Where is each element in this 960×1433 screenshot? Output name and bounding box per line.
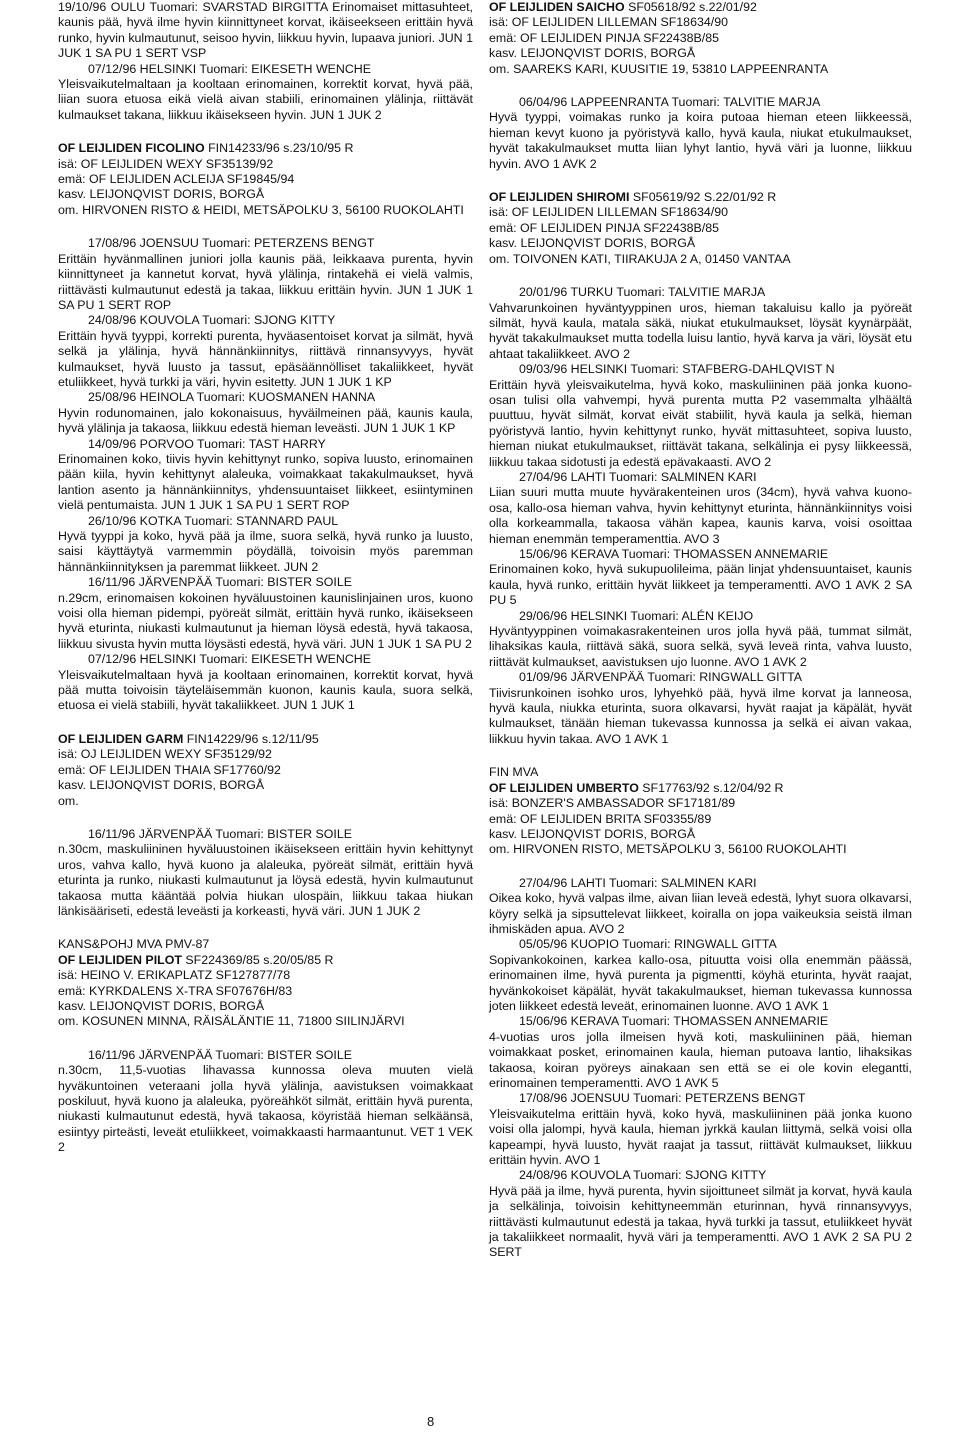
show-date-judge: 16/11/96 JÄRVENPÄÄ Tuomari: BISTER SOILE (88, 826, 352, 841)
section-gap (58, 1030, 473, 1048)
critique-text: Yleisvaikutelmaltaan hyvä ja kooltaan erinomainen, korrektit korvat, hyvä pää mutta toivoisin täyteläisemmän kuonon, kaunis kaula, suora selkä, etuosa ei vielä stabiili, hyvät takaliikkeet. JUN 1 JUK 1 (58, 667, 473, 713)
show-date-judge: 09/03/96 HELSINKI Tuomari: STAFBERG-DAHLQVIST N (519, 362, 835, 377)
critique-text: Liian suuri mutta muute hyvärakenteinen uros (34cm), hyvä vahva kuono-osa, kallo-osa hieman vahva, hyvin kehittynyt eturinta, hännänkiinnitys voisi olla korkeammalla, takaosa vähän kapea, kaunis karva, voisi osoittaa hieman enemmän temperamenttia. AVO 3 (489, 485, 912, 546)
critique-text: Tiivisrunkoinen isohko uros, lyhyehkö pää, hyvä ilme korvat ja lanneosa, hyvä kaula, niukka eturinta, suora olkavarsi, hyvät raajat ja käpälät, hyvät kulmaukset, tänään hieman tukevassa kunnossa ja selkä ei aivan vakaa, liikkuu hyvin takaa. AVO 1 AVK 1 (489, 685, 912, 746)
show-date-judge: 07/12/96 HELSINKI Tuomari: EIKESETH WENCHE (88, 652, 372, 667)
section-gap (489, 858, 912, 876)
show-date-judge: 05/05/96 KUOPIO Tuomari: RINGWALL GITTA (519, 937, 777, 952)
section-gap (58, 123, 473, 141)
show-date-judge: 20/01/96 TURKU Tuomari: TALVITIE MARJA (519, 285, 766, 300)
show-date-judge: 15/06/96 KERAVA Tuomari: THOMASSEN ANNEMARIE (519, 547, 829, 561)
registration-info: SF224369/85 s.20/05/85 R (181, 952, 334, 967)
section-gap (489, 267, 912, 285)
info-line: om. HIRVONEN RISTO & HEIDI, METSÄPOLKU 3, 56100 RUOKOLAHTI (58, 202, 464, 217)
dog-name: OF LEIJLIDEN GARM (58, 731, 184, 746)
dog-name-heading (489, 781, 912, 796)
critique-text: Hyvä tyyppi, voimakas runko ja koira putoaa hieman eteen liikkeessä, hieman kevyt kuono ja pyöristyvä kallo, hyvä kaula, niukat etukulmaukset, hyvät takakulmaukset mutta liian lyhyt lantio, hyvä väri ja luonne, liikkuu hyvin. AVO 1 AVK 2 (489, 110, 912, 171)
info-line: emä: OF LEIJLIDEN PINJA SF22438B/85 (489, 220, 720, 235)
info-line: kasv. LEIJONQVIST DORIS, BORGÅ (58, 187, 265, 202)
critique-text: n.30cm, maskuliininen hyväluustoinen ikäisekseen erittäin hyvin kehittynyt uros, vahva kallo, hyvä kuono ja alaleuka, pyöreät silmät, erittäin hyvä eturinta ja runko, niukasti kulmautunut ja löysä edestä, hyvin kulmautunut takaosa mutta kääntää polvia hiukan ulospäin, liikkuu takaa hiukan länkisääriseti, edestä leveästi ja korkeasti, hyvä väri. JUN 1 JUK 2 (58, 842, 473, 918)
show-date-judge: 27/04/96 LAHTI Tuomari: SALMINEN KARI (519, 469, 757, 484)
critique-text: 4-vuotias uros jolla ilmeisen hyvä koti, maskuliininen pää, hieman voimakkaat posket, erinomainen kaula, hieman putoava lantio, lihaksikas takaosa, koiran pyöreys ainakaan sen että se ei ole kovin elegantti, erinomainen temperamentti. AVO 1 AVK 5 (489, 1029, 912, 1090)
dog-name-heading (58, 141, 473, 156)
section-gap (58, 919, 473, 937)
show-date-judge: 17/08/96 JOENSUU Tuomari: PETERZENS BENGT (88, 236, 375, 251)
info-line: emä: OF LEIJLIDEN BRITA SF03355/89 (489, 811, 712, 826)
show-date-judge: 16/11/96 JÄRVENPÄÄ Tuomari: BISTER SOILE (88, 575, 352, 590)
info-line: isä: HEINO V. ERIKAPLATZ SF127877/78 (58, 968, 291, 983)
section-gap (489, 747, 912, 765)
critique-text: Hyvä tyyppi ja koko, hyvä pää ja ilme, suora selkä, hyvä runko ja luusto, saisi käyttäytyä varmemmin pöydällä, toivoisin myös paremman hännänkiinnityksen ja paremmat liikkeet. JUN 2 (58, 529, 473, 574)
info-line: om. HIRVONEN RISTO, METSÄPOLKU 3, 56100 RUOKOLAHTI (489, 842, 847, 857)
critique-text: Hyvä pää ja ilme, hyvä purenta, hyvin sijoittuneet silmät ja korvat, hyvä kaula ja selkälinja, toivoisin kehittyneemmän eturinnan, hyvä rinnansyvyys, riittävästi kulmautunut edestä ja takaa, hyvä turkki ja tassut, etuliikkeet hyvät ja takaliikkeet normaalit, hyvä väri ja temperamentti. AVO 1 AVK 2 SA PU 2 SERT (489, 1183, 912, 1260)
info-line: om. KOSUNEN MINNA, RÄISÄLÄNTIE 11, 71800 SIILINJÄRVI (58, 1014, 405, 1029)
page-number: 8 (427, 1414, 435, 1429)
info-line: isä: OF LEIJLIDEN LILLEMAN SF18634/90 (489, 15, 728, 30)
info-line: isä: OJ LEIJLIDEN WEXY SF35129/92 (58, 747, 272, 762)
critique-text: Hyvin rodunomainen, jalo kokonaisuus, hyväilmeinen pää, kaunis kaula, hyvä ylälinja ja takaosa, liikkuu edestä hieman leveästi. JUN 1 JUK 1 KP (58, 405, 473, 436)
dog-name-heading (489, 0, 912, 15)
info-line: emä: OF LEIJLIDEN THAIA SF17760/92 (58, 762, 281, 777)
info-line: FIN MVA (489, 765, 539, 780)
section-gap (58, 218, 473, 236)
show-date-judge: 16/11/96 JÄRVENPÄÄ Tuomari: BISTER SOILE (88, 1047, 352, 1062)
critique-text: Erittäin hyvänmallinen juniori jolla kaunis pää, leikkaava purenta, hyvin kiinnittyneet ja kannetut korvat, hyvä ylälinja, rintakehä ei vielä valmis, riittävästi kulmautunut edestä ja takaa, liikkuu erittäin hyvin. JUN 1 JUK 1 SA PU 1 SERT ROP (58, 251, 473, 312)
show-date-judge: 17/08/96 JOENSUU Tuomari: PETERZENS BENGT (519, 1091, 806, 1106)
section-gap (489, 172, 912, 190)
critique-text: n.29cm, erinomaisen kokoinen hyväluustoinen kaunislinjainen uros, kuono voisi olla hieman pidempi, pyöreät silmät, erittäin hyvä runko, ikäisekseen hyvä eturinta, niukasti kulmautunut ja hieman löysä edestä, hyvä takaosa, liikkuu sivusta hyvin mutta löysästi edestä, hyvä väri. JUN 1 JUK 1 SA PU 2 (58, 590, 473, 651)
dog-name: OF LEIJLIDEN SHIROMI (489, 190, 630, 205)
critique-text: Sopivankokoinen, karkea kallo-osa, pituutta voisi olla enemmän päässä, erinomainen ilme, hyvä purenta ja pigmentti, köyhä eturinta, hyvät raajat, hyvänkokoiset käpälät, hyvät takakulmaukset, hieman tukevassa kunnossa joten liikkeet edestä leveät, erinomainen luonne. AVO 1 AVK 1 (489, 952, 912, 1013)
section-gap (489, 77, 912, 95)
info-line: emä: KYRKDALENS X-TRA SF07676H/83 (58, 983, 293, 998)
info-line: kasv. LEIJONQVIST DORIS, BORGÅ (489, 236, 696, 251)
critique-text: n.30cm, 11,5-vuotias lihavassa kunnossa oleva muuten vielä hyväkuntoinen veteraani jolla hyvä ylälinja, aavistuksen voimakkaat poskiluut, hyvä kuono ja alaleuka, pyöreähköt silmät, erittäin hyvä purenta, niukasti kulmautunut edestä, hyvä takaosa, köyristää hieman selkäänsä, esiintyy pirteästi, leveät etuliikkeet, voimakkaasti harmaantunut. VET 1 VEK 2 (58, 1063, 473, 1155)
section-gap (58, 714, 473, 732)
critique-text: Oikea koko, hyvä valpas ilme, aivan liian leveä edestä, lyhyt suora olkavarsi, köyry selkä ja sipsuttelevat liikkeet, koiralla on jopa vaikeuksia seistä ilman ihmiskäden apua. AVO 2 (489, 891, 912, 936)
show-date-judge: 15/06/96 KERAVA Tuomari: THOMASSEN ANNEMARIE (519, 1014, 829, 1029)
info-line: kasv. LEIJONQVIST DORIS, BORGÅ (489, 46, 696, 61)
critique-text: Erittäin hyvä tyyppi, korrekti purenta, hyväasentoiset korvat ja silmät, hyvä selkä ja ylälinja, hyvä hännänkiinnitys, riittävä rinnansyvyys, hyvät kulmaukset, hyvä luusto ja tassut, epäsäännölliset takaliikkeet, hyvät etuliikkeet, hyvä turkki ja väri, hyvin esitetty. JUN 1 JUK 1 KP (58, 328, 473, 389)
show-date-judge: 24/08/96 KOUVOLA Tuomari: SJONG KITTY (519, 1168, 767, 1183)
info-line: isä: OF LEIJLIDEN LILLEMAN SF18634/90 (489, 205, 728, 220)
registration-info: SF05619/92 S.22/01/92 R (629, 190, 777, 205)
info-line: kasv. LEIJONQVIST DORIS, BORGÅ (58, 998, 265, 1013)
registration-info: FIN14229/96 s.12/11/95 (183, 731, 319, 746)
show-date-judge: 14/09/96 PORVOO Tuomari: TAST HARRY (88, 436, 326, 451)
show-date-judge: 29/06/96 HELSINKI Tuomari: ALÉN KEIJO (519, 608, 754, 623)
info-line: emä: OF LEIJLIDEN ACLEIJA SF19845/94 (58, 172, 295, 187)
show-date-judge: 06/04/96 LAPPEENRANTA Tuomari: TALVITIE MARJA (519, 95, 821, 110)
critique-text: Hyväntyyppinen voimakasrakenteinen uros jolla hyvä pää, tummat silmät, lihaksikas kaula, riittävä säkä, suora selkä, syvä leveä rinta, vahva luusto, riittävät kulmaukset, aavistuksen ujo luonne. AVO 1 AVK 2 (489, 624, 912, 669)
left-column (58, 0, 473, 1156)
section-gap (58, 809, 473, 827)
show-date-judge: 01/09/96 JÄRVENPÄÄ Tuomari: RINGWALL GITTA (519, 670, 803, 685)
info-line: KANS&POHJ MVA PMV-87 (58, 937, 210, 952)
info-line: kasv. LEIJONQVIST DORIS, BORGÅ (489, 826, 696, 841)
show-date-judge: 25/08/96 HEINOLA Tuomari: KUOSMANEN HANNA (88, 390, 376, 405)
dog-name: OF LEIJLIDEN PILOT (58, 952, 182, 967)
info-line: om. SAAREKS KARI, KUUSITIE 19, 53810 LAPPEENRANTA (489, 61, 829, 76)
critique-text: Yleisvaikutelmaltaan ja kooltaan erinomainen, korrektit korvat, hyvä pää, liian suora etuosa eikä vielä aivan stabiili, erinomainen ylälinja, riittävät kulmaukset takana, liikkuu ikäisekseen hyvin. JUN 1 JUK 2 (58, 77, 473, 122)
info-line: om. (58, 793, 79, 808)
dog-name-heading (58, 953, 473, 968)
info-line: isä: BONZER'S AMBASSADOR SF17181/89 (489, 796, 736, 811)
critique-text: Vahvarunkoinen hyväntyyppinen uros, hieman takaluisu kallo ja pyöreät silmät, hyvä kaula, matala säkä, niukat etukulmaukset, löysät kyynärpäät, hyvät takakulmaukset mutta todella luisu lantio, hyvä karva ja väri, löysät etu ahtaat takaliikkeet. AVO 2 (489, 300, 912, 361)
show-date-judge: 27/04/96 LAHTI Tuomari: SALMINEN KARI (519, 875, 757, 890)
critique-text: Erinomainen koko, tiivis hyvin kehittynyt runko, sopiva luusto, erinomainen pään kiila, hyvin kehittynyt alaleuka, voimakkaat takakulmaukset, hyvä lantion asento ja hännänkiinnitys, yhdensuuntaiset liikkeet, esiintyminen vielä pentumaista. JUN 1 JUK 1 SA PU 1 SERT ROP (58, 451, 473, 513)
right-column (489, 0, 912, 1261)
registration-info: FIN14233/96 s.23/10/95 R (204, 141, 354, 156)
info-line: om. TOIVONEN KATI, TIIRAKUJA 2 A, 01450 VANTAA (489, 251, 791, 266)
critique-text: Erittäin hyvä yleisvaikutelma, hyvä koko, maskuliininen pää jonka kuono-osan tulisi olla vahvempi, hyvä purenta mutta P2 vasemmalta ylhäältä puuttuu, hyvät silmät, korvat eivät stabiilit, hyvä kaula ja selkä, hieman pyöristyvä lantio, hyvin kehittynyt runko, hyvät mittasuhteet, sopiva luusto, hieman niukat etukulmaukset, riittävät takana, selkälinja ei pysy liikkeessä, liikkuu takaa sidotusti ja edestä epävakaasti. AVO 2 (489, 377, 912, 469)
dog-name: OF LEIJLIDEN UMBERTO (489, 780, 639, 795)
info-line: kasv. LEIJONQVIST DORIS, BORGÅ (58, 778, 265, 793)
dog-name: OF LEIJLIDEN SAICHO (489, 0, 625, 14)
show-date-judge: 07/12/96 HELSINKI Tuomari: EIKESETH WENCHE (88, 61, 372, 76)
dog-name: OF LEIJLIDEN FICOLINO (58, 141, 205, 156)
info-line: emä: OF LEIJLIDEN PINJA SF22438B/85 (489, 30, 720, 45)
critique-text: Yleisvaikutelma erittäin hyvä, koko hyvä, maskuliininen pää jonka kuono voisi olla jalompi, hyvä kaula, hieman jyrkkä kaulan liittymä, selkä voisi olla kapeampi, hyvä luusto, hyvät raajat ja tassut, riittävät kulmaukset, liikkuu erittäin hyvin. AVO 1 (489, 1106, 912, 1168)
dog-name-heading (58, 732, 473, 747)
registration-info: SF05618/92 s.22/01/92 (624, 0, 757, 14)
show-date-judge: 26/10/96 KOTKA Tuomari: STANNARD PAUL (88, 513, 339, 528)
critique-text: Erinomainen koko, hyvä sukupuolileima, pään linjat yhdensuuntaiset, kaunis kaula, hyvä runko, erittäin hyvät liikkeet ja temperamentti. AVO 1 AVK 2 SA PU 5 (489, 562, 912, 608)
info-line: isä: OF LEIJLIDEN WEXY SF35139/92 (58, 156, 274, 171)
show-date-judge: 24/08/96 KOUVOLA Tuomari: SJONG KITTY (88, 313, 336, 328)
critique-text: 19/10/96 OULU Tuomari: SVARSTAD BIRGITTA Erinomaiset mittasuhteet, kaunis pää, hyvä ilme hyvin kiinnittyneet korvat, ikäiseekseen erittäin hyvä runko, hyvin kulmautunut, seisoo hyvin, liikkuu hyvin, lupaava juniori. JUN 1 JUK 1 SA PU 1 SERT VSP (58, 0, 473, 61)
registration-info: SF17763/92 s.12/04/92 R (638, 780, 784, 795)
dog-name-heading (489, 190, 912, 205)
